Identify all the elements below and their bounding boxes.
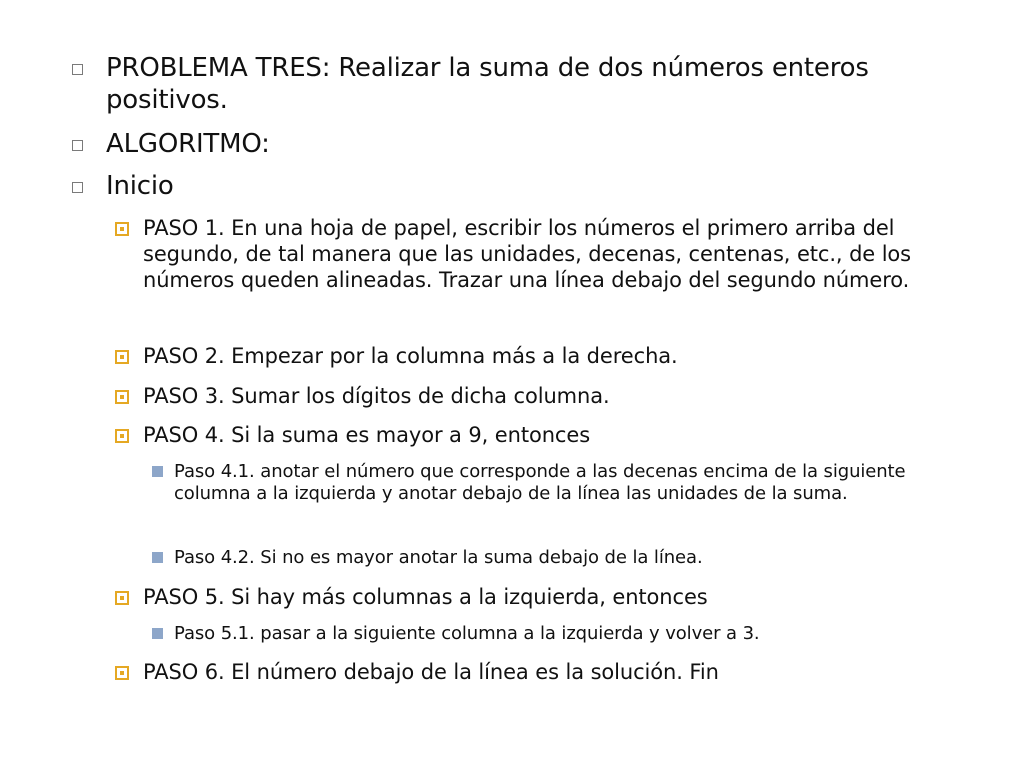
hollow-square-bullet-icon xyxy=(72,140,83,151)
step-paso-6 xyxy=(115,659,945,685)
substep-paso-4-1 xyxy=(152,461,972,505)
bullet-inicio xyxy=(72,170,952,202)
problem-statement: PROBLEMA TRES: Realizar la suma de dos números enteros positivos. xyxy=(106,53,869,115)
substep-text: Paso 4.1. anotar el número que corresponde a las decenas encima de la siguiente columna a la izquierda y anotar debajo de la línea las unidades de la suma. xyxy=(174,461,906,504)
substep-paso-5-1 xyxy=(152,623,972,645)
step-text: PASO 2. Empezar por la columna más a la derecha. xyxy=(143,344,678,368)
orange-square-bullet-icon xyxy=(115,390,129,404)
orange-square-bullet-icon xyxy=(115,222,129,236)
hollow-square-bullet-icon xyxy=(72,182,83,193)
step-text: PASO 3. Sumar los dígitos de dicha columna. xyxy=(143,384,610,408)
step-paso-2 xyxy=(115,343,945,369)
substep-paso-4-2 xyxy=(152,547,972,569)
orange-square-bullet-icon xyxy=(115,666,129,680)
bullet-problema xyxy=(72,52,952,116)
bullet-algoritmo xyxy=(72,128,952,160)
step-paso-1 xyxy=(115,215,945,293)
step-text: PASO 1. En una hoja de papel, escribir los números el primero arriba del segundo, de tal manera que las unidades, decenas, centenas, etc., de los números queden alineadas. Trazar una línea debajo del segundo número. xyxy=(143,216,912,292)
substep-text: Paso 5.1. pasar a la siguiente columna a la izquierda y volver a 3. xyxy=(174,623,760,644)
blue-square-bullet-icon xyxy=(152,552,163,563)
blue-square-bullet-icon xyxy=(152,628,163,639)
orange-square-bullet-icon xyxy=(115,350,129,364)
orange-square-bullet-icon xyxy=(115,591,129,605)
step-paso-5 xyxy=(115,584,945,610)
step-text: PASO 4. Si la suma es mayor a 9, entonces xyxy=(143,423,591,447)
orange-square-bullet-icon xyxy=(115,429,129,443)
substep-text: Paso 4.2. Si no es mayor anotar la suma debajo de la línea. xyxy=(174,547,703,568)
step-paso-4 xyxy=(115,422,945,448)
algorithm-heading: ALGORITMO: xyxy=(106,129,270,159)
step-text: PASO 6. El número debajo de la línea es la solución. Fin xyxy=(143,660,719,684)
blue-square-bullet-icon xyxy=(152,466,163,477)
step-text: PASO 5. Si hay más columnas a la izquierda, entonces xyxy=(143,585,708,609)
step-paso-3 xyxy=(115,383,945,409)
hollow-square-bullet-icon xyxy=(72,64,83,75)
inicio-label: Inicio xyxy=(106,171,174,201)
